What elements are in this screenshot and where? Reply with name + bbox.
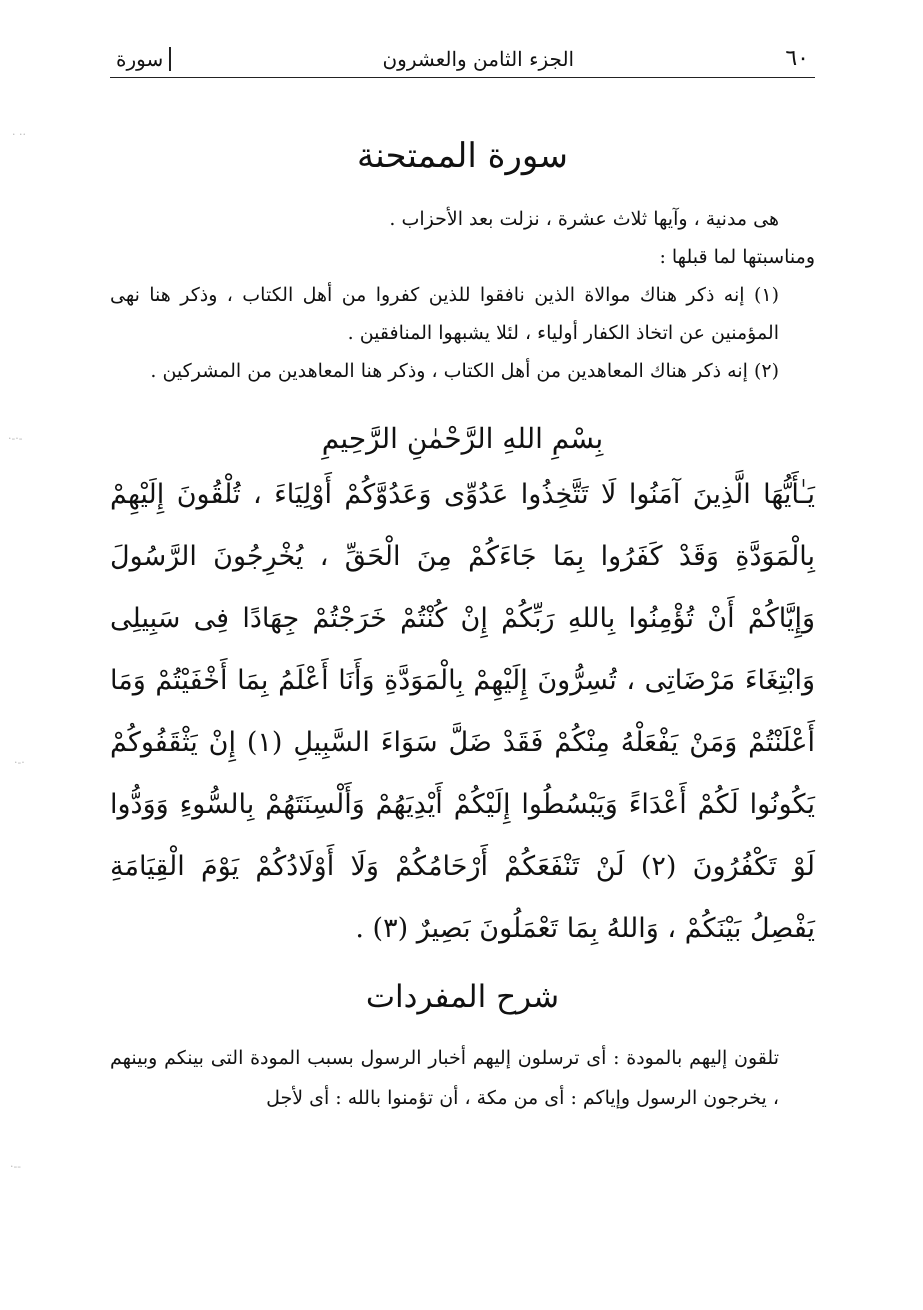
surah-title: سورة الممتحنة <box>357 136 568 176</box>
scan-speck: ·-· <box>14 756 25 769</box>
page-number: ٦٠ <box>785 46 809 71</box>
page-header <box>110 36 815 78</box>
scan-speck: ·-- <box>10 1160 21 1173</box>
scan-speck: · ·· <box>12 128 26 141</box>
quran-verses: يَـٰأَيُّهَا الَّذِينَ آمَنُوا لَا تَتَّخِذُوا عَدُوِّى وَعَدُوَّكُمْ أَوْلِيَاءَ ، تُلْقُونَ إِلَيْهِمْ بِالْمَوَدَّةِ وَقَدْ كَفَرُوا بِمَا جَاءَكُمْ مِنَ الْحَقِّ ، يُخْرِجُونَ الرَّسُولَ وَإِيَّاكُمْ أَنْ تُؤْمِنُوا بِاللهِ رَبِّكُمْ إِنْ كُنْتُمْ خَرَجْتُمْ جِهَادًا فِى سَبِيلِى وَابْتِغَاءَ مَرْضَاتِى ، تُسِرُّونَ إِلَيْهِمْ بِالْمَوَدَّةِ وَأَنَا أَعْلَمُ بِمَا أَخْفَيْتُمْ وَمَا أَعْلَنْتُمْ وَمَنْ يَفْعَلْهُ مِنْكُمْ فَقَدْ ضَلَّ سَوَاءَ السَّبِيلِ (١) إِنْ يَثْقَفُوكُمْ يَكُونُوا لَكُمْ أَعْدَاءً وَيَبْسُطُوا إِلَيْكُمْ أَيْدِيَهُمْ وَأَلْسِنَتَهُمْ بِالسُّوءِ وَوَدُّوا لَوْ تَكْفُرُونَ (٢) لَنْ تَنْفَعَكُمْ أَرْحَامُكُمْ وَلَا أَوْلَادُكُمْ يَوْمَ الْقِيَامَةِ يَفْصِلُ بَيْنَكُمْ ، وَاللهُ بِمَا تَعْمَلُونَ بَصِيرٌ (٣) . <box>110 479 815 944</box>
introduction <box>110 200 815 390</box>
basmala: بِسْمِ اللهِ الرَّحْمٰنِ الرَّحِيمِ <box>321 422 604 455</box>
vocabulary-heading: شرح المفردات <box>365 979 560 1015</box>
intro-point-2: (٢) إنه ذكر هناك المعاهدين من أهل الكتاب ، وذكر هنا المعاهدين من المشركين . <box>150 360 779 382</box>
vocabulary-paragraph: تلقون إليهم بالمودة : أى ترسلون إليهم أخبار الرسول بسبب المودة التى بينكم وبينهم ، يخرجون الرسول وإياكم : أى من مكة ، أن تؤمنوا بالله : أى لأجل <box>110 1047 779 1109</box>
vocabulary-text <box>110 1038 815 1118</box>
book-page <box>110 36 815 1118</box>
scan-speck: ·-·- <box>8 432 23 445</box>
surah-label: سورة <box>116 47 171 71</box>
intro-line-revelation: هى مدنية ، وآيها ثلاث عشرة ، نزلت بعد الأحزاب . <box>389 208 779 230</box>
intro-point-1: (١) إنه ذكر هناك موالاة الذين نافقوا للذين كفروا من أهل الكتاب ، وذكر هنا نهى المؤمنين عن اتخاذ الكفار أولياء ، لئلا يشبهوا المنافقين . <box>110 284 779 344</box>
part-title: الجزء الثامن والعشرون <box>382 47 575 71</box>
intro-line-relation: ومناسبتها لما قبلها : <box>659 246 815 268</box>
